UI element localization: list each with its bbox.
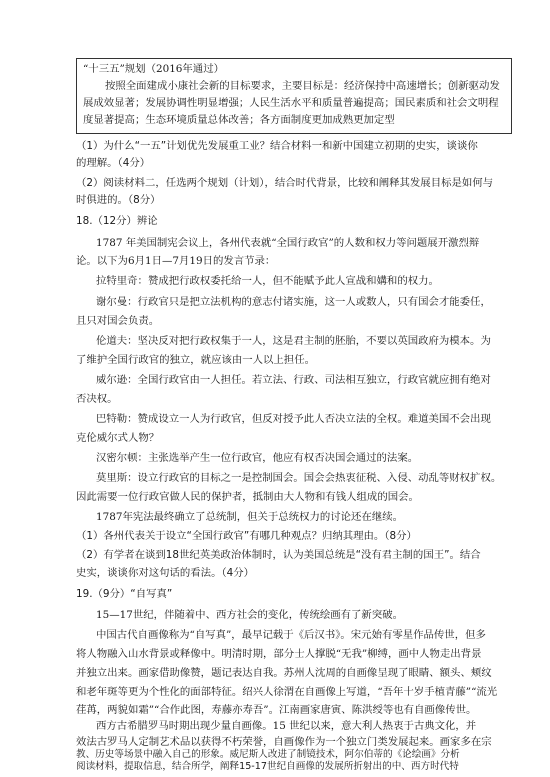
question-18-heading: 18.（12分）辨论 bbox=[76, 215, 158, 227]
q19-paragraph: 将人物融入山水背景或释像中。明清时期，部分士人撑脱“无我”柳缚，画中人物走出背景 bbox=[76, 648, 482, 660]
question-17-1-cont: 的理解。（4分） bbox=[76, 157, 151, 169]
q18-paragraph: 了维护全国行政官的独立，就应该由一人以上担任。 bbox=[76, 354, 315, 366]
q18-paragraph: 且只对国会负责。 bbox=[76, 315, 160, 327]
box-title: “十三五”规划（2016年通过） bbox=[83, 63, 224, 75]
q19-paragraph: 中国古代自画像称为“自写真”，最早记载于《后汉书》。宋元始有零星作品传世，但多 bbox=[96, 629, 486, 641]
q19-paragraph: 15—17世纪，伴随着中、西方社会的变化，传统绘画有了新突破。 bbox=[96, 609, 403, 621]
q19-paragraph: 效法古罗马人定制艺术品以获得不朽荣誉，自画像作为一个独立门类发展起来。画家多在宗 bbox=[76, 736, 492, 748]
question-19-heading: 19.（9分）“自写真” bbox=[76, 588, 173, 600]
q19-paragraph: 并独立出来。画家借助像赞，题记表达自我。苏州人沈周的自画像呈现了眼睛、额头、颊纹 bbox=[76, 667, 492, 679]
q19-paragraph: 荏苒，两貌如霜”“合作此图，寿藤亦寿吾”。江南画家唐寅、陈洪绶等也有自画像传世。 bbox=[76, 704, 477, 716]
q19-paragraph: 和老年斑等更为个性化的面部特征。绍兴人徐渭在自画像上写道，“吾年十岁手植青藤”“流光 bbox=[76, 686, 498, 698]
box-line: 度显著提高；生态环境质量总体改善；各方面制度更加成熟更加定型 bbox=[83, 114, 395, 126]
q18-paragraph: 因此需要一位行政官做人民的保护者，抵制由大人物和有钱人组成的国会。 bbox=[76, 491, 419, 503]
q18-paragraph: 巴特勒：赞成设立一人为行政官，但反对授予此人否决立法的全权。难道美国不会出现 bbox=[96, 413, 491, 425]
q19-paragraph: 西方古希腊罗马时期出现少量自画像。15 世纪以来，意大利人热衷于古典文化，并 bbox=[96, 720, 477, 732]
q18-paragraph: 威尔逊：全国行政官由一人担任。若立法、行政、司法相互独立，行政官就应拥有绝对 bbox=[96, 374, 491, 386]
q18-paragraph: 汉密尔顿：主张选举产生一位行政官，他应有权否决国会通过的法案。 bbox=[96, 452, 419, 464]
q18-paragraph: 克伦威尔式人物？ bbox=[76, 432, 160, 444]
question-17-1: （1）为什么“一五”计划优先发展重工业？结合材料一和新中国建立初期的史实，谈谈你 bbox=[76, 140, 478, 152]
question-18-2-cont: 史实，谈谈你对这句话的看法。（4分） bbox=[76, 567, 255, 579]
q18-paragraph: 莫里斯：设立行政官的目标之一是控制国会。国会会热衷征税、入侵、动乱等财权扩权。 bbox=[96, 472, 502, 484]
q18-paragraph: 否决权。 bbox=[76, 393, 118, 405]
question-18-2: （2）有学者在谈到18世纪英美政治体制时，认为美国总统是“没有君主制的国王”。结合 bbox=[76, 549, 481, 561]
q18-intro: 1787 年美国制宪会议上，各州代表就“全国行政官”的人数和权力等问题展开激烈辩 bbox=[96, 237, 480, 249]
q18-paragraph: 拉特里奇：赞成把行政权委托给一人，但不能赋予此人宣战和媾和的权力。 bbox=[96, 275, 439, 287]
box-line: 按照全面建成小康社会新的目标要求，主要目标是：经济保持中高速增长；创新驱动发 bbox=[105, 80, 500, 92]
q19-paragraph: 教、历史等场景中融入自己的形象。威尼斯人改进了制镜技术，阿尔伯蒂的《论绘画》分析 bbox=[76, 749, 460, 760]
question-19-task: 阅读材料，提取信息，结合所学，阐释15-17世纪自画像的发展所折射出的中、西方时代特 bbox=[76, 761, 459, 772]
question-18-1: （1）各州代表关于设立“全国行政官”有哪几种观点？归纳其理由。（8分） bbox=[76, 530, 417, 542]
q18-paragraph: 伦道夫：坚决反对把行政权集于一人，这是君主制的胚胎，不要以英国政府为模本。为 bbox=[96, 335, 491, 347]
box-line: 展成效显著；发展协调性明显增强；人民生活水平和质量普遍提高；国民素质和社会文明程 bbox=[83, 97, 499, 109]
material-box bbox=[76, 58, 512, 134]
q18-paragraph: 1787年宪法最终确立了总统制，但关于总统权力的讨论还在继续。 bbox=[96, 511, 403, 523]
q18-paragraph: 谢尔曼：行政官只是把立法机构的意志付诸实施，这一人或数人，只有国会才能委任， bbox=[96, 296, 491, 308]
question-17-2-cont: 时俱进的。（8分） bbox=[76, 194, 161, 206]
q18-intro: 论。以下为6月1日—7月19日的发言节录： bbox=[76, 255, 276, 267]
question-17-2: （2）阅读材料二，任选两个规划（计划），结合时代背景，比较和阐释其发展目标是如何与 bbox=[76, 177, 494, 189]
